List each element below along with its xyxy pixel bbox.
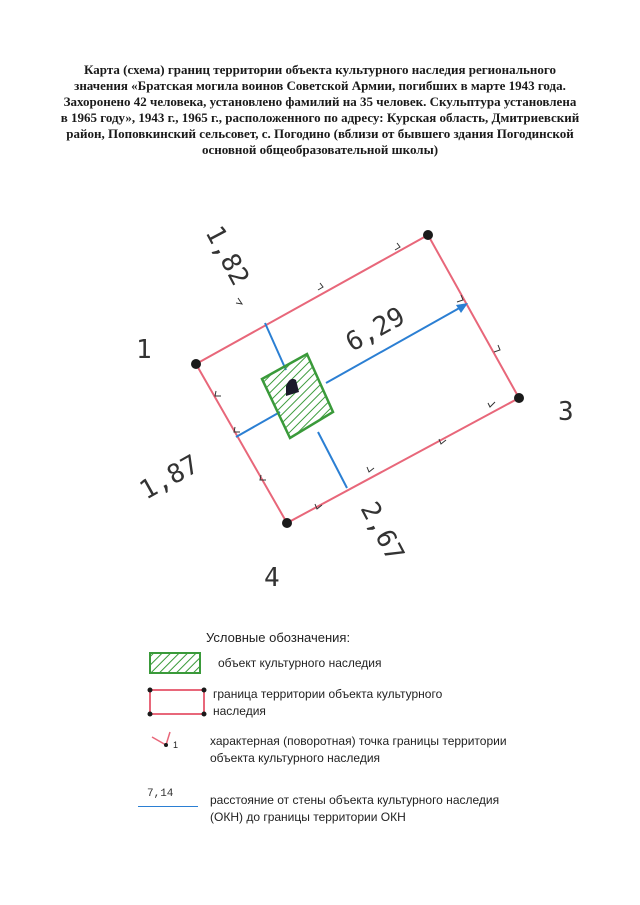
heritage-object [262, 354, 333, 438]
legend-boundary-corner [202, 688, 207, 693]
legend-heading: Условные обозначения: [206, 630, 351, 645]
legend-boundary-label: граница территории объекта культурного наследия [213, 687, 443, 718]
legend-point-symbol [152, 732, 170, 745]
legend-object-label: объект культурного наследия [218, 656, 382, 670]
legend-boundary-corner [148, 688, 153, 693]
distance-label-left: 1,87 [134, 449, 205, 507]
point-label-4: 4 [264, 563, 280, 593]
distance-label-bottom: 2,67 [353, 497, 410, 567]
point-label-1: 1 [136, 335, 152, 365]
corner-point-2 [423, 230, 433, 240]
legend-boundary-corner [148, 712, 153, 717]
corner-point-4 [282, 518, 292, 528]
legend-boundary-swatch [150, 690, 204, 714]
legend-point-number: 1 [173, 740, 179, 750]
legend-boundary-corner [202, 712, 207, 717]
legend-point-label: характерная (поворотная) точка границы территории объекта культурного наследия [210, 734, 507, 765]
legend-object-swatch [150, 653, 200, 673]
corner-point-3 [514, 393, 524, 403]
map-title: Карта (схема) границ территории объекта культурного наследия регионального значения «Братская могила воинов Советской Армии, погибших в марте 1943 года. Захоронено 42 человека, установлено фамилий на 35 человек. Скульптура установлена в 1965 году», 1943 г., 1965 г., расположенного по адресу: Курская область, Дмитриевский район, Поповкинский сельсовет, с. Погодино (вблизи от бывшего здания Погодинской основной общеобразовательной школы) [60, 62, 580, 157]
corner-point-1 [191, 359, 201, 369]
distance-label-top: 1,82 [198, 221, 255, 291]
distance-label-right: 6,29 [340, 301, 411, 359]
point-label-3: 3 [558, 397, 574, 427]
legend-distance-line [138, 806, 198, 807]
legend-distance-label: расстояние от стены объекта культурного наследия (ОКН) до границы территории ОКН [210, 793, 500, 824]
legend-point-dot [164, 743, 168, 747]
boundary-ticks [215, 243, 500, 509]
legend-distance-value: 7,14 [147, 788, 174, 800]
